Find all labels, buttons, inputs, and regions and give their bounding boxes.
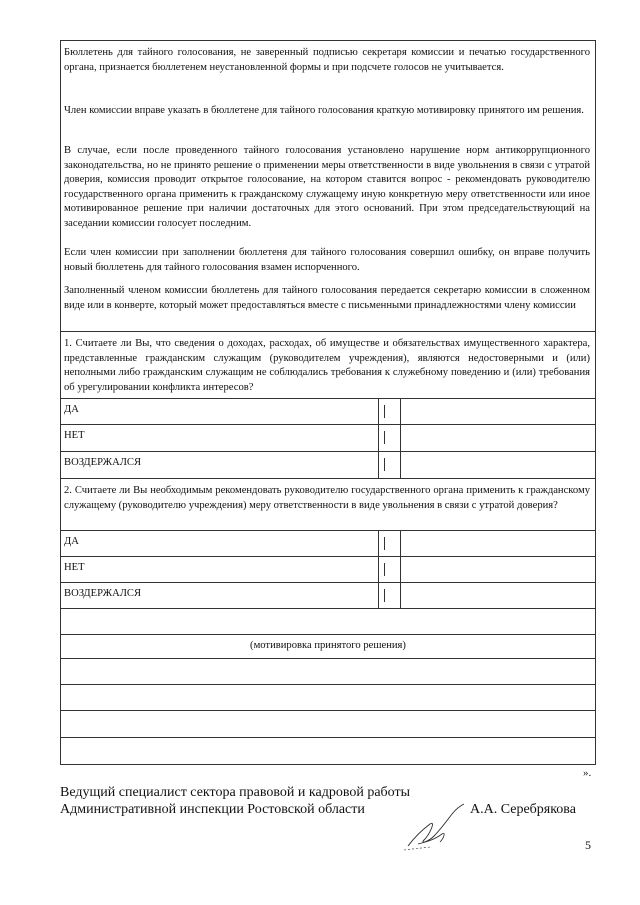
q2-checkbox-no[interactable]	[384, 563, 385, 576]
divider	[378, 530, 379, 608]
q1-option-no: НЕТ	[64, 430, 85, 441]
q1-checkbox-yes[interactable]	[384, 405, 385, 418]
motivation-line[interactable]	[60, 684, 596, 685]
q2-option-yes: ДА	[64, 536, 79, 547]
closing-quote: ».	[583, 767, 592, 779]
motivation-line[interactable]	[60, 737, 596, 738]
q2-checkbox-yes[interactable]	[384, 537, 385, 550]
paragraph-motivation-right: Член комиссии вправе указать в бюллетене для тайного голосования краткую мотивировку принятого им решения.	[64, 105, 584, 116]
divider	[60, 582, 596, 583]
divider	[400, 530, 401, 608]
q1-option-yes: ДА	[64, 404, 79, 415]
motivation-line[interactable]	[60, 658, 596, 659]
handwritten-signature	[400, 800, 470, 855]
divider	[60, 424, 596, 425]
divider	[60, 556, 596, 557]
paragraph-open-voting: В случае, если после проведенного тайного голосования установлено нарушение норм антикоррупционного законодательства, но не принято решение о применении меры ответственности в виде увольнения в связи с утратой доверия, комиссия проводит открытое голосование, на котором ставится вопрос - рекомендовать руководителю государственного органа применить к гражданскому служащему иную конкретную меру ответственности или иное мотивированное решение при наличии достаточных для этого оснований. При этом председательствующий на заседании комиссии голосует последним.	[64, 145, 590, 229]
q1-option-abstain: ВОЗДЕРЖАЛСЯ	[64, 457, 142, 468]
footer-position-line-1: Ведущий специалист сектора правовой и кадровой работы	[60, 785, 410, 800]
divider	[60, 478, 596, 479]
motivation-line[interactable]	[60, 710, 596, 711]
question-1-text: 1. Считаете ли Вы, что сведения о доходах, расходах, об имуществе и обязательствах имущественного характера, представленные гражданским служащим (руководителем учреждения), являются недостоверными и (или) неполными либо гражданским служащим не соблюдались требования к служебному поведению и (или) требования об урегулировании конфликта интересов?	[64, 338, 590, 393]
paragraph-ballot-error: Если член комиссии при заполнении бюллетеня для тайного голосования совершил ошибку, он вправе получить новый бюллетень для тайного голосования взамен испорченного.	[64, 247, 590, 273]
q1-checkbox-abstain[interactable]	[384, 458, 385, 471]
q2-option-abstain: ВОЗДЕРЖАЛСЯ	[64, 588, 142, 599]
motivation-line[interactable]	[60, 634, 596, 635]
divider	[378, 398, 379, 478]
divider	[60, 398, 596, 399]
q2-checkbox-abstain[interactable]	[384, 589, 385, 602]
divider	[60, 451, 596, 452]
question-2-text: 2. Считаете ли Вы необходимым рекомендовать руководителю государственного органа применить к гражданскому служащему (руководителю учреждения) меру ответственности в виде увольнения в связи с утратой доверия?	[64, 485, 590, 511]
paragraph-ballot-submission: Заполненный членом комиссии бюллетень для тайного голосования передается секретарю комиссии в сложенном виде или в конверте, который может предоставляться вместе с письменными принадлежностями члену комиссии	[64, 285, 590, 311]
divider	[60, 530, 596, 531]
motivation-caption: (мотивировка принятого решения)	[250, 640, 406, 651]
divider	[400, 398, 401, 478]
page-number: 5	[585, 838, 591, 852]
paragraph-unsigned-bulletin: Бюллетень для тайного голосования, не заверенный подписью секретаря комиссии и печатью государственного органа, признается бюллетенем неустановленной формы и при подсчете голосов не учитывается.	[64, 47, 590, 73]
signer-name: А.А. Серебрякова	[470, 802, 576, 817]
divider	[60, 608, 596, 609]
footer-position-line-2: Административной инспекции Ростовской области	[60, 802, 365, 817]
q1-checkbox-no[interactable]	[384, 431, 385, 444]
q2-option-no: НЕТ	[64, 562, 85, 573]
divider	[60, 331, 596, 332]
